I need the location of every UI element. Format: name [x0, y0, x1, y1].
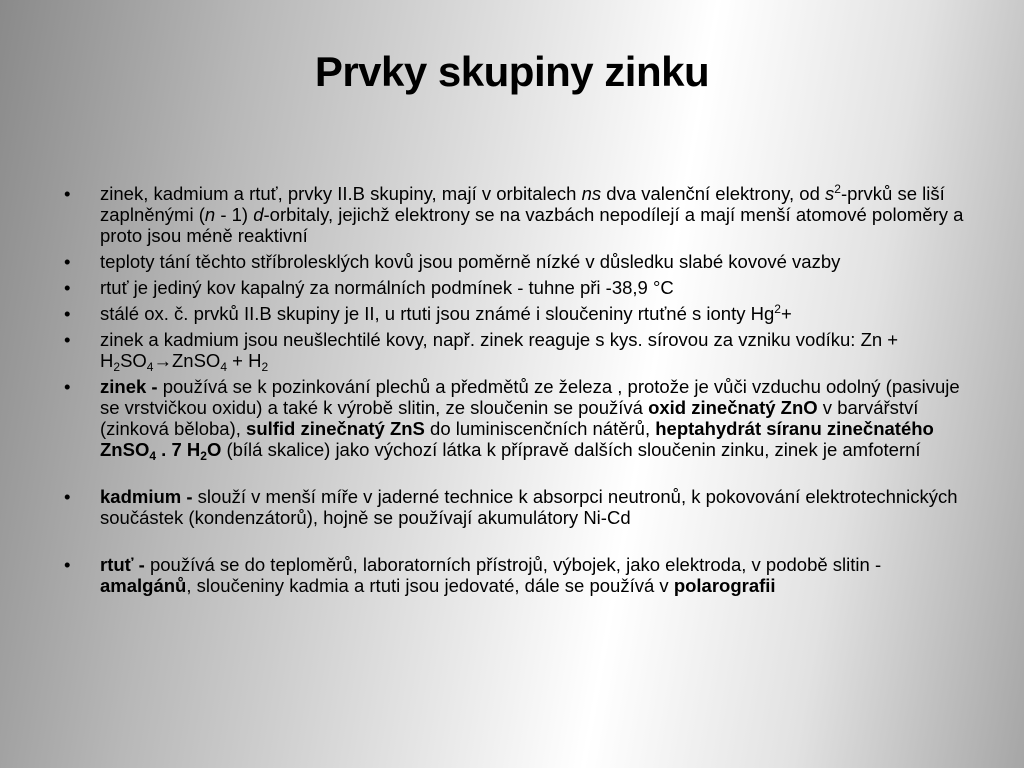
bold-run: amalgánů — [100, 575, 187, 596]
bullet-marker: • — [64, 303, 71, 324]
text-run: používá se do teploměrů, laboratorních přístrojů, výbojek, jako elektroda, v podobě slitin - — [149, 554, 882, 575]
text-run: dva valenční elektrony, od — [601, 183, 825, 204]
bullet-marker: • — [64, 183, 71, 204]
text-run: - 1) — [215, 204, 254, 225]
text-run: teploty tání těchto stříbrolesklých kovů jsou poměrně nízké v důsledku slabé kovové vazby — [100, 251, 841, 272]
bold-run: kadmium - — [100, 486, 198, 507]
bullet-marker: • — [64, 376, 71, 397]
text-run: + — [780, 303, 792, 324]
text-run: do luminiscenčních nátěrů, — [424, 418, 656, 439]
bold-run: sulfid zinečnatý ZnS — [246, 418, 425, 439]
text-run: d — [253, 204, 264, 225]
text-run: rtuť je jediný kov kapalný za normálních podmínek - tuhne při -38,9 °C — [100, 277, 674, 298]
text-run: n — [204, 204, 216, 225]
bullet-item-reaction — [64, 329, 964, 374]
text-run: + H — [227, 350, 262, 371]
bold-run: zinek - — [100, 376, 163, 397]
bullet-marker: • — [64, 277, 71, 298]
text-run: v barvářství (zinková běloba), — [100, 397, 919, 439]
bold-run: rtuť - — [100, 554, 150, 575]
bullet-marker: • — [64, 251, 71, 272]
text-run: . 7 H — [156, 439, 201, 460]
text-run: →ZnSO — [153, 350, 221, 371]
bullet-marker: • — [64, 486, 71, 507]
subscript: 4 — [220, 360, 227, 374]
bullet-marker: • — [64, 554, 71, 575]
bullet-item-zinc-uses — [64, 376, 964, 463]
superscript: 2 — [834, 182, 841, 196]
subscript: 2 — [261, 360, 269, 374]
bold-run: oxid zinečnatý ZnO — [648, 397, 818, 418]
bullet-marker: • — [64, 329, 71, 350]
text-run: stálé ox. č. prvků II.B skupiny je II, u rtuti jsou známé i sloučeniny rtuťné s ionty Hg — [100, 303, 775, 324]
text-run: používá se k pozinkování plechů a předmětů ze železa , protože je vůči vzduchu odolný (pasivuje se vrstvičkou oxidu) a také k výrobě slitin, ze sloučenin se používá — [100, 376, 960, 418]
superscript: 2 — [774, 302, 781, 316]
text-run: -orbitaly, jejichž elektrony se na vazbách nepodílejí a mají menší atomové poloměry a proto jsou méně reaktivní — [100, 204, 964, 246]
text-run: (bílá skalice) jako výchozí látka k přípravě dalších sloučenin zinku, zinek je amfoterní — [221, 439, 921, 460]
bullet-list — [64, 183, 964, 601]
text-run: zinek a kadmium jsou neušlechtilé kovy, např. zinek reaguje s kys. sírovou za vzniku vodíku: Zn + H — [100, 329, 899, 371]
bullet-item-melting — [64, 251, 964, 272]
text-run: O — [206, 439, 222, 460]
bullet-item-cadmium-uses — [64, 486, 964, 528]
text-run: SO — [120, 350, 147, 371]
bullet-item-mercury-liquid — [64, 277, 964, 298]
text-run: -prvků se liší zaplněnými ( — [100, 183, 945, 225]
text-run: ns — [581, 183, 602, 204]
text-run: s — [825, 183, 835, 204]
bullet-item-electrons — [64, 183, 964, 246]
slide-title: Prvky skupiny zinku — [314, 48, 710, 95]
subscript: 4 — [149, 449, 157, 463]
bold-run: polarografii — [673, 575, 776, 596]
bullet-item-mercury-uses — [64, 554, 964, 596]
bullet-item-oxidation — [64, 303, 964, 324]
subscript: 2 — [200, 449, 207, 463]
text-run: slouží v menší míře v jaderné technice k absorpci neutronů, k pokovování elektrotechnických součástek (kondenzátorů), hojně se používají akumulátory Ni-Cd — [100, 486, 958, 528]
subscript: 2 — [113, 360, 121, 374]
text-run: heptahydrát síranu zinečnatého ZnSO — [100, 418, 934, 460]
text-run: , sloučeniny kadmia a rtuti jsou jedovaté, dále se používá v — [186, 575, 674, 596]
subscript: 4 — [146, 360, 154, 374]
text-run: zinek, kadmium a rtuť, prvky II.B skupiny, mají v orbitalech — [100, 183, 582, 204]
